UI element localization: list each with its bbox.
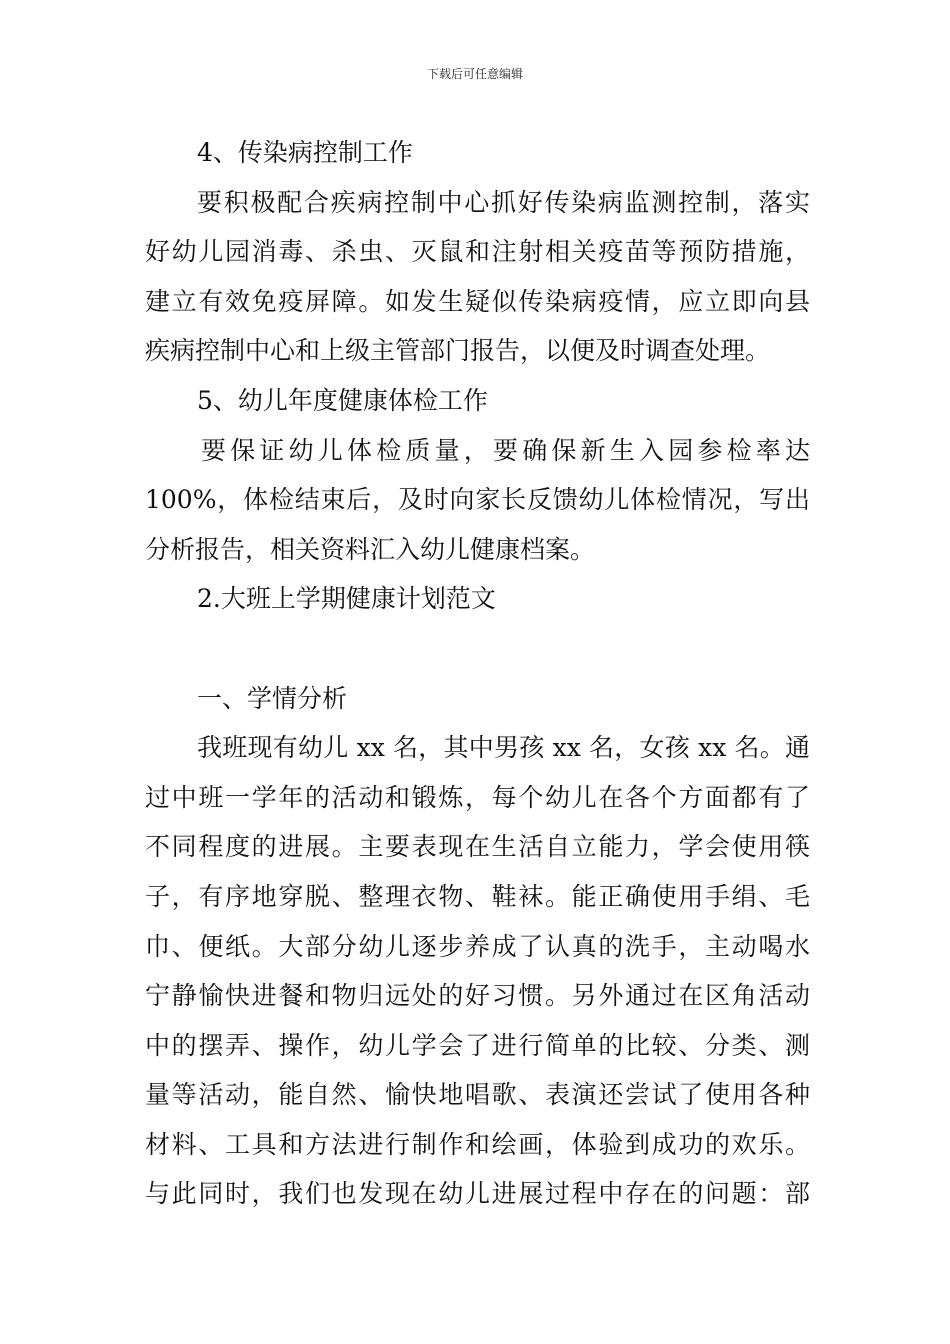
paragraph-line: 子，有序地穿脱、整理衣物、鞋袜。能正确使用手绢、毛: [145, 881, 810, 911]
paragraph-line: 中的摆弄、操作，幼儿学会了进行简单的比较、分类、测: [145, 1030, 810, 1060]
section-heading-5: 5、幼儿年度健康体检工作: [197, 385, 488, 415]
paragraph-line: 宁静愉快进餐和物归远处的好习惯。另外通过在区角活动: [145, 981, 810, 1011]
paragraph-line: 过中班一学年的活动和锻炼，每个幼儿在各个方面都有了: [145, 782, 810, 812]
blank-line: [145, 624, 810, 674]
paragraph-line: 要积极配合疾病控制中心抓好传染病监测控制，落实: [197, 187, 810, 217]
paragraph-line: 我班现有幼儿 xx 名，其中男孩 xx 名，女孩 xx 名。通: [197, 733, 810, 763]
paragraph-line: 疾病控制中心和上级主管部门报告，以便及时调查处理。: [145, 336, 771, 366]
paragraph-line: 量等活动，能自然、愉快地唱歌、表演还尝试了使用各种: [145, 1080, 810, 1110]
paragraph-line: 要保证幼儿体检质量，要确保新生入园参检率达: [201, 435, 810, 465]
paragraph-line: 材料、工具和方法进行制作和绘画，体验到成功的欢乐。: [145, 1129, 810, 1159]
section-heading-4: 4、传染病控制工作: [197, 138, 413, 167]
paragraph-line: 建立有效免疫屏障。如发生疑似传染病疫情，应立即向县: [145, 286, 810, 316]
part-heading-1: 一、学情分析: [197, 683, 348, 713]
paragraph-line: 分析报告，相关资料汇入幼儿健康档案。: [145, 534, 596, 564]
paragraph-line: 不同程度的进展。主要表现在生活自立能力，学会使用筷: [145, 832, 810, 862]
article-title: 2.大班上学期健康计划范文: [197, 584, 496, 614]
paragraph-line: 100%，体检结束后，及时向家长反馈幼儿体检情况，写出: [145, 485, 810, 515]
paragraph-line: 与此同时，我们也发现在幼儿进展过程中存在的问题：部: [145, 1179, 810, 1209]
paragraph-line: 巾、便纸。大部分幼儿逐步养成了认真的洗手，主动喝水: [145, 931, 810, 961]
paragraph-line: 好幼儿园消毒、杀虫、灭鼠和注射相关疫苗等预防措施，: [145, 237, 810, 267]
page-header-note: 下载后可任意编辑: [426, 67, 523, 81]
document-body: [145, 128, 810, 1219]
